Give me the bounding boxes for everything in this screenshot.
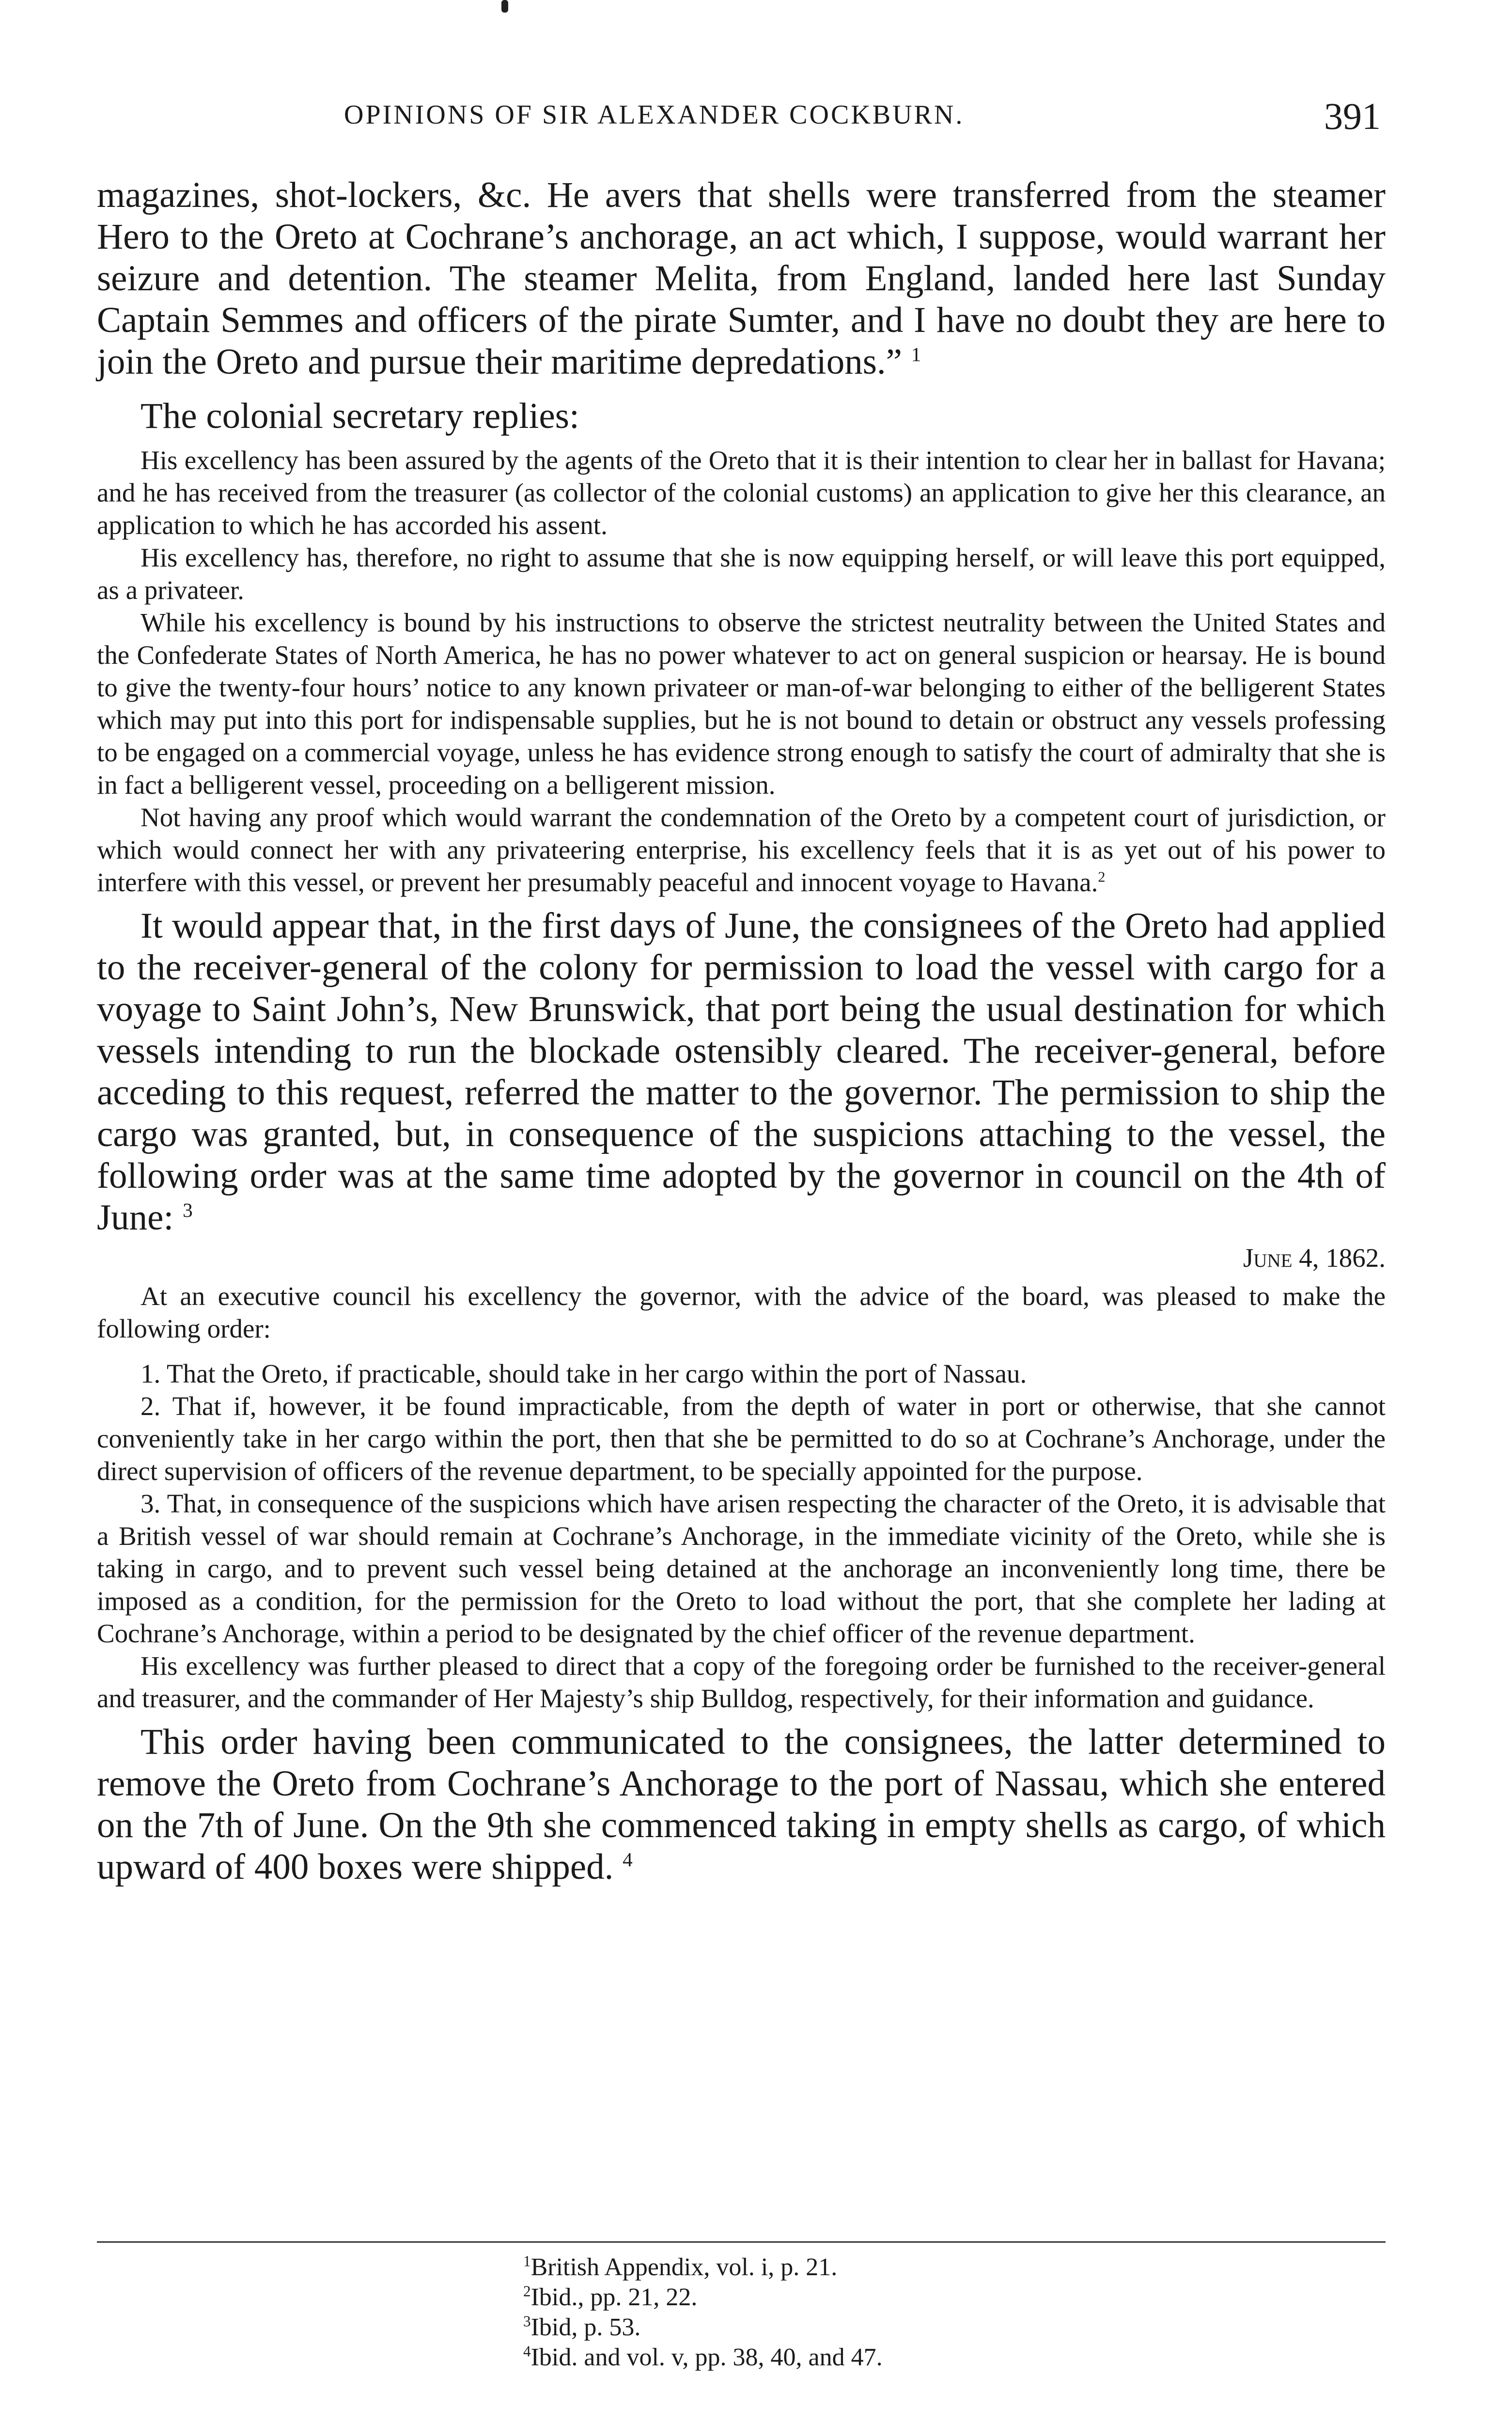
quoted-paragraph: His excellency has, therefore, no right to assume that she is now equipping herself, or will leave this port equipped, as a privateer.	[97, 543, 1386, 605]
running-head: OPINIONS OF SIR ALEXANDER COCKBURN.	[344, 100, 965, 130]
page-header	[97, 94, 1386, 153]
order-item: 3. That, in consequence of the suspicions which have arisen respecting the character of the Oreto, it is advisable that a British vessel of war should remain at Cochrane’s Anchorage, in the immediate vicinity of the Oreto, while she is taking in cargo, and to prevent such vessel being detained at the anchorage an inconveniently long time, there be imposed as a condition, for the permission for the Oreto to load without the port, that she complete her lading at Cochrane’s Anchorage, within a period to be designated by the chief officer of the revenue department.	[97, 1489, 1386, 1648]
order-intro: At an executive council his excellency the governor, with the advice of the board, was pleased to make the following order:	[97, 1281, 1386, 1343]
footnote-item: $^3$Ibid, p. 53.	[523, 2313, 641, 2341]
quoted-paragraph: His excellency has been assured by the agents of the Oreto that it is their intention to clear her in ballast for Havana; and he has received from the treasurer (as collector of the colonial customs) an application to give her this clearance, an application to which he has accorded his assent.	[97, 445, 1386, 540]
footnote-ref: 2	[1098, 868, 1106, 885]
order-closing: His excellency was further pleased to direct that a copy of the foregoing order be furnished to the receiver-general and treasurer, and the commander of Her Majesty’s ship Bulldog, respectively, for their information and guidance.	[97, 1651, 1386, 1713]
footnote-ref: 3	[183, 1199, 193, 1221]
dateline: June 4, 1862.	[1243, 1243, 1386, 1273]
quoted-paragraph: While his excellency is bound by his instructions to observe the strictest neutrality between the United States and the Confederate States of North America, he has no power whatever to act on general suspicion or hearsay. He is bound to give the twenty-four hours’ notice to any known privateer or man-of-war belonging to either of the belligerent States which may put into this port for indispensable supplies, but he is not bound to detain or obstruct any vessels professing to be engaged on a commercial voyage, unless he has evidence strong enough to satisfy the court of admiralty that she is in fact a belligerent vessel, proceeding on a belligerent mission.	[97, 608, 1386, 800]
paragraph-narrative: This order having been communicated to the consignees, the latter determined to remove the Oreto from Cochrane’s Anchorage to the port of Nassau, which she entered on the 7th of June. On the 9th she commenced taking in empty shells as cargo, of which upward of 400 boxes were shipped. $^4$	[97, 1722, 1386, 1887]
page-number: 391	[1324, 95, 1381, 137]
order-item: 2. That if, however, it be found impracticable, from the depth of water in port or otherwise, that she cannot conveniently take in her cargo within the port, then that she be permitted to do so at Cochrane’s Anchorage, under the direct supervision of officers of the revenue department, to be specially appointed for the purpose.	[97, 1391, 1386, 1486]
paragraph-narrative: It would appear that, in the first days of June, the consignees of the Oreto had applied to the receiver-general of the colony for permission to load the vessel with cargo for a voyage to Saint John’s, New Brunswick, that port being the usual destination for which vessels intending to run the blockade ostensibly cleared. The receiver-general, before acceding to this request, referred the matter to the governor. The permission to ship the cargo was granted, but, in consequence of the suspicions attaching to the vessel, the following order was at the same time adopted by the governor in council on the 4th of June: $^3$	[97, 906, 1386, 1238]
quoted-paragraph: Not having any proof which would warrant the condemnation of the Oreto by a competent court of jurisdiction, or which would connect her with any privateering enterprise, his excellency feels that it is as yet out of his power to interfere with this vessel, or prevent her presumably peaceful and innocent voyage to Havana.$^2$	[97, 802, 1386, 897]
ink-mark	[501, 0, 508, 13]
footnote-item: $^2$Ibid., pp. 21, 22.	[523, 2282, 698, 2311]
paragraph-letter-continuation: magazines, shot-lockers, &c. He avers that shells were transferred from the steamer Hero to the Oreto at Cochrane’s anchorage, an act which, I suppose, would warrant her seizure and detention. The steamer Melita, from England, landed here last Sunday Captain Semmes and officers of the pirate Sumter, and I have no doubt they are here to join the Oreto and pursue their maritime depredations.” $^1$	[97, 175, 1386, 382]
footnote-ref: 1	[911, 343, 921, 365]
footnote-item: $^4$Ibid. and vol. v, pp. 38, 40, and 47.	[523, 2343, 883, 2371]
footnotes	[97, 2241, 1386, 2373]
page-body	[97, 174, 1386, 1888]
paragraph-secretary-intro: The colonial secretary replies:	[140, 396, 579, 436]
footnote-item: $^1$British Appendix, vol. i, p. 21.	[523, 2252, 838, 2281]
footnote-ref: 4	[623, 1848, 633, 1871]
order-item: 1. That the Oreto, if practicable, should take in her cargo within the port of Nassau.	[140, 1359, 1027, 1388]
